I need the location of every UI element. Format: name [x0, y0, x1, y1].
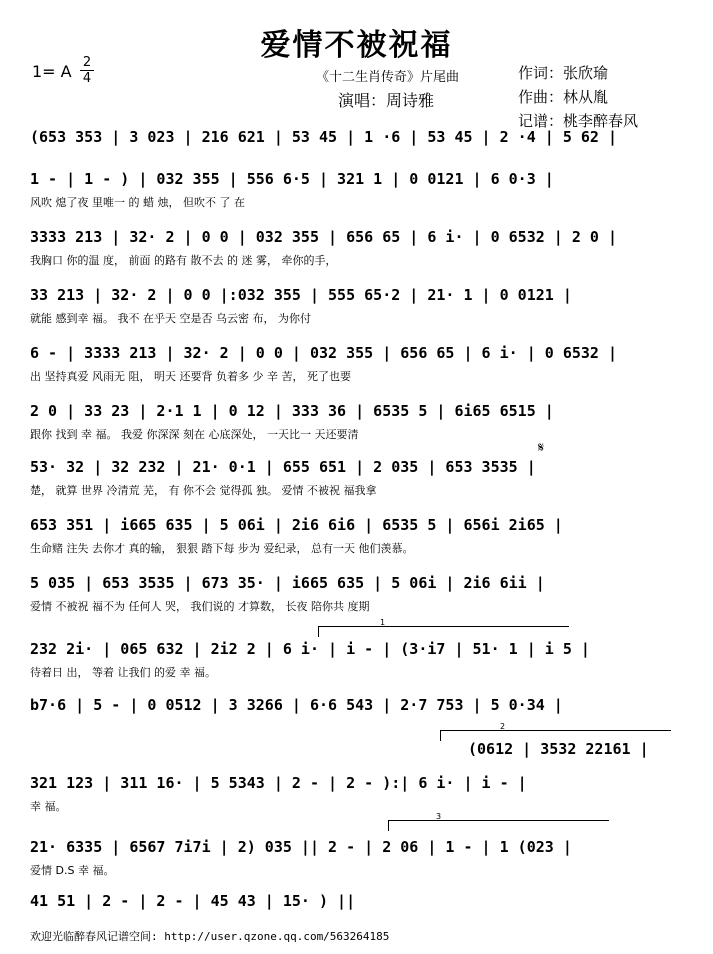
lyricist: 作词：张欣瑜 — [518, 64, 609, 82]
lyrics-row-4: 就能 感到幸 福。 我不 在乎天 空是否 乌云密 布， 为你付 — [30, 312, 311, 325]
notation-row-2: 1 - | 1 - ) | 032 355 | 556 6·5 | 321 1 | 0 0121 | 6 0·3 | — [30, 170, 554, 188]
volta-number-3: 3 — [436, 812, 442, 821]
time-signature — [80, 56, 94, 85]
lyrics-row-8: 生命赌 注失 去你才 真的输， 狠狠 踏下每 步为 爱纪录， 总有一天 他们羡慕。 — [30, 542, 414, 555]
key-signature: 1= A — [32, 62, 72, 81]
segno-icon: 𝄋 — [538, 440, 545, 456]
volta-bracket-3 — [388, 820, 609, 831]
notation-row-3: 3333 213 | 32· 2 | 0 0 | 032 355 | 656 65 | 6 i· | 0 6532 | 2 0 | — [30, 228, 617, 246]
lyrics-row-3: 我胸口 你的温 度， 前面 的路有 散不去 的 迷 雾， 牵你的手， — [30, 254, 337, 267]
notation-row-4: 33 213 | 32· 2 | 0 0 |:032 355 | 555 65·2 | 21· 1 | 0 0121 | — [30, 286, 572, 304]
notation-row-8: 653 351 | i665 635 | 5 06i | 2i6 6i6 | 6535 5 | 656i 2i65 | — [30, 516, 563, 534]
notation-row-12: 321 123 | 311 16· | 5 5343 | 2 - | 2 - ):| 6 i· | i - | — [30, 774, 527, 792]
footer-link: 欢迎光临醉春风记谱空间: http://user.qzone.qq.com/563264185 — [30, 930, 390, 943]
transcriber: 记谱：桃李醉春风 — [518, 112, 639, 130]
lyrics-row-12: 幸 福。 — [30, 800, 67, 813]
subtitle: 《十二生肖传奇》片尾曲 — [316, 70, 460, 85]
notation-row-7: 53· 32 | 32 232 | 21· 0·1 | 655 651 | 2 035 | 653 3535 | — [30, 458, 536, 476]
notation-row-13: 21· 6335 | 6567 7i7i | 2) 035 || 2 - | 2 06 | 1 - | 1 (023 | — [30, 838, 572, 856]
lyrics-row-2: 风吹 熄了夜 里唯一 的 蜡 烛， 但吹不 了 在 — [30, 196, 245, 209]
notation-row-14: 41 51 | 2 - | 2 - | 45 43 | 15· ) || — [30, 892, 356, 910]
lyrics-row-6: 跟你 找到 幸 福。 我爱 你深深 刻在 心底深处， 一天比一 天还要清 — [30, 428, 359, 441]
composer: 作曲：林从胤 — [518, 88, 609, 106]
notation-row-1: (653 353 | 3 023 | 216 621 | 53 45 | 1 ·6 | 53 45 | 2 ·4 | 5 62 | — [30, 128, 617, 146]
notation-row-9: 5 035 | 653 3535 | 673 35· | i665 635 | 5 06i | 2i6 6ii | — [30, 574, 545, 592]
volta-number-1: 1 — [380, 618, 386, 627]
time-sig-top: 2 — [82, 55, 92, 70]
lyrics-row-5: 出 坚持真爱 风雨无 阻， 明天 还要背 负着多 少 辛 苦， 死了也要 — [30, 370, 351, 383]
lyrics-row-13: 爱情 D.S 幸 福。 — [30, 864, 115, 877]
song-title: 爱情不被祝福 — [260, 28, 453, 63]
notation-row-11b: (0612 | 3532 22161 | — [468, 740, 649, 758]
lyrics-row-9: 爱情 不被祝 福不为 任何人 哭， 我们说的 才算数， 长夜 陪你共 度期 — [30, 600, 370, 613]
volta-bracket-1 — [318, 626, 569, 637]
notation-row-5: 6 - | 3333 213 | 32· 2 | 0 0 | 032 355 | 656 65 | 6 i· | 0 6532 | — [30, 344, 617, 362]
singer: 演唱：周诗雅 — [338, 91, 435, 110]
time-sig-bottom: 4 — [82, 71, 92, 86]
notation-row-11: b7·6 | 5 - | 0 0512 | 3 3266 | 6·6 543 | 2·7 753 | 5 0·34 | — [30, 696, 563, 714]
notation-row-6: 2 0 | 33 23 | 2·1 1 | 0 12 | 333 36 | 6535 5 | 6i65 6515 | — [30, 402, 554, 420]
volta-number-2: 2 — [500, 722, 506, 731]
lyrics-row-10: 待着日 出， 等着 让我们 的爱 幸 福。 — [30, 666, 216, 679]
lyrics-row-7: 楚， 就算 世界 冷清荒 芜， 有 你不会 觉得孤 独。 爱情 不被祝 福我拿 — [30, 484, 377, 497]
notation-row-10: 232 2i· | 065 632 | 2i2 2 | 6 i· | i - | (3·i7 | 51· 1 | i 5 | — [30, 640, 590, 658]
